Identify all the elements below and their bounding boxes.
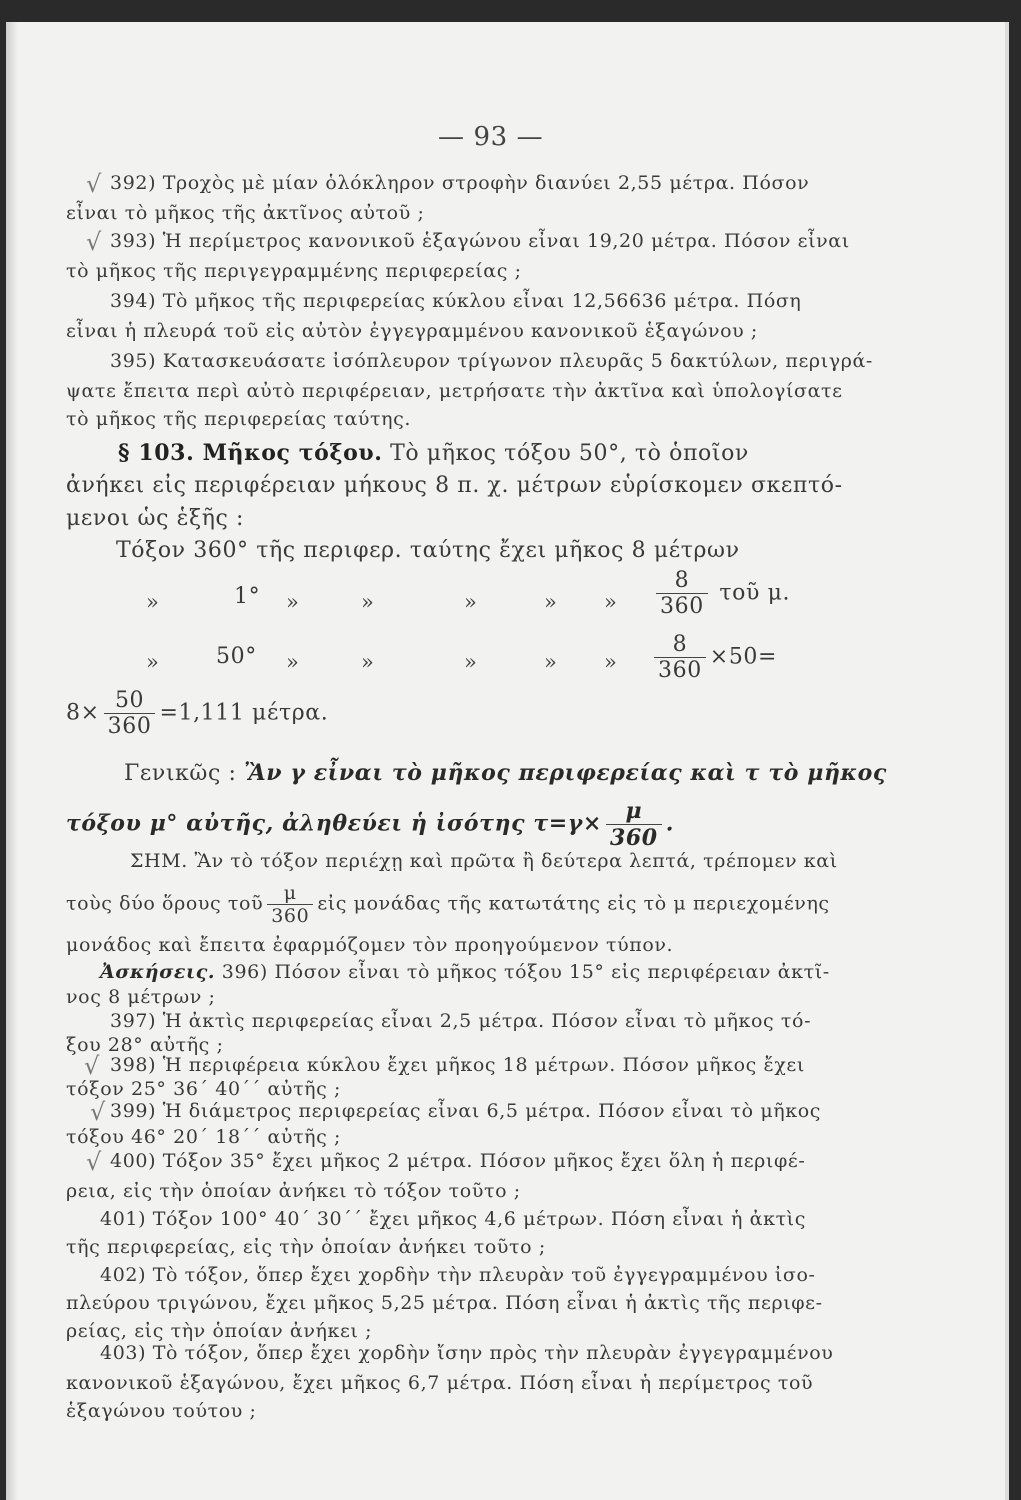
ditto-mark: » <box>464 650 477 674</box>
page-number: — 93 — <box>438 122 544 152</box>
fraction-8-360: $\frac{8}{360}$ τοῦ μ. <box>652 568 790 619</box>
section-title: § 103. Μῆκος τόξου. <box>118 440 383 466</box>
exercise-397-line2: ξου 28° αὐτῆς ; <box>66 1034 224 1056</box>
section-text: Τὸ μῆκος τόξου 50°, τὸ ὁποῖον <box>390 441 749 466</box>
exercise-400-line2: ρεια, εἰς τὴν ὁποίαν ἀνήκει τὸ τόξον τοῦτο ; <box>66 1180 521 1202</box>
exercise-395-line2: ψατε ἔπειτα περὶ αὐτὸ περιφέρειαν, μετρήσατε τὴν ἀκτῖνα καὶ ὑπολογίσατε <box>66 380 843 402</box>
checkmark-icon: √ <box>86 228 102 256</box>
general-rule-line2: τόξου μ° αὐτῆς, ἀληθεύει ἡ ἰσότης τ=γ× $\frac{\mu}{360}$ . <box>66 798 674 851</box>
exercise-401-line2: τῆς περιφερείας, εἰς τὴν ὁποίαν ἀνήκει τοῦτο ; <box>66 1236 546 1258</box>
exercise-393-line2: τὸ μῆκος τῆς περιγεγραμμένης περιφερείας ; <box>66 260 522 282</box>
exercise-403-line1: 403) Τὸ τόξον, ὅπερ ἔχει χορδὴν ἴσην πρὸς τὴν πλευρὰν ἐγγεγραμμένου <box>100 1342 834 1364</box>
exercise-398-line1: 398) Ἡ περιφέρεια κύκλου ἔχει μῆκος 18 μέτρων. Πόσον μῆκος ἔχει <box>110 1054 805 1076</box>
exercise-393-line1: 393) Ἡ περίμετρος κανονικοῦ ἑξαγώνου εἶναι 19,20 μέτρα. Πόσον εἶναι <box>110 230 850 252</box>
exercise-399-line1: 399) Ἡ διάμετρος περιφερείας εἶναι 6,5 μέτρα. Πόσον εἶναι τὸ μῆκος <box>110 1100 822 1122</box>
note-line1: ΣΗΜ. Ἂν τὸ τόξον περιέχῃ καὶ πρῶτα ἢ δεύτερα λεπτά, τρέπομεν καὶ <box>130 850 838 872</box>
exercise-403-line2: κανονικοῦ ἑξαγώνου, ἔχει μῆκος 6,7 μέτρα. Πόση εἶναι ἡ περίμετρος τοῦ <box>66 1372 814 1394</box>
section-heading-line2: ἀνήκει εἰς περιφέρειαν μήκους 8 π. χ. μέτρων εὑρίσκομεν σκεπτό- <box>66 473 843 498</box>
general-rule-line1: Γενικῶς : Ἂν γ εἶναι τὸ μῆκος περιφερείας καὶ τ τὸ μῆκος <box>124 760 887 786</box>
note-line3: μονάδος καὶ ἔπειτα ἐφαρμόζομεν τὸν προηγούμενον τύπον. <box>66 934 674 956</box>
exercise-392-line1: 392) Τροχὸς μὲ μίαν ὁλόκληρον στροφὴν διανύει 2,55 μέτρα. Πόσον <box>110 172 810 194</box>
checkmark-icon: √ <box>86 1148 102 1176</box>
exercise-392-line2: εἶναι τὸ μῆκος τῆς ἀκτῖνος αὐτοῦ ; <box>66 202 425 224</box>
checkmark-icon: √ <box>86 170 102 198</box>
ditto-mark: » <box>361 590 374 614</box>
calc-1-degree: 1° <box>234 584 261 609</box>
exercises-396-line1: Ἀσκήσεις. 396) Πόσον εἶναι τὸ μῆκος τόξου 15° εἰς περιφέρειαν ἀκτῖ- <box>100 961 830 983</box>
ditto-mark: » <box>146 590 159 614</box>
exercise-402-line3: ρείας, εἰς τὴν ὁποίαν ἀνήκει ; <box>66 1320 373 1342</box>
exercise-402-line1: 402) Τὸ τόξον, ὅπερ ἔχει χορδὴν τὴν πλευρὰν τοῦ ἐγγεγραμμένου ἰσο- <box>100 1264 816 1286</box>
exercise-402-line2: πλεύρου τριγώνου, ἔχει μῆκος 5,25 μέτρα. Πόση εἶναι ἡ ἀκτὶς τῆς περιφε- <box>66 1292 823 1314</box>
exercise-394-line2: εἶναι ἡ πλευρά τοῦ εἰς αὐτὸν ἐγγεγραμμένου κανονικοῦ ἑξαγώνου ; <box>66 320 758 342</box>
calc-result: 8× $\frac{50}{360}$ =1,111 μέτρα. <box>66 688 329 739</box>
ditto-mark: » <box>286 650 299 674</box>
section-heading-line1 <box>118 440 749 466</box>
book-page <box>6 22 1009 1500</box>
ditto-mark: » <box>544 590 557 614</box>
exercise-403-line3: ἑξαγώνου τούτου ; <box>66 1400 257 1422</box>
exercise-400-line1: 400) Τόξον 35° ἔχει μῆκος 2 μέτρα. Πόσον μῆκος ἔχει ὅλη ἡ περιφέ- <box>110 1150 806 1172</box>
page-gutter <box>6 22 18 1500</box>
exercise-395-line3: τὸ μῆκος τῆς περιφερείας ταύτης. <box>66 408 412 430</box>
calc-line-360: Τόξον 360° τῆς περιφερ. ταύτης ἔχει μῆκος 8 μέτρων <box>116 538 740 563</box>
calc-50-degree: 50° <box>216 644 257 669</box>
ditto-mark: » <box>544 650 557 674</box>
ditto-mark: » <box>146 650 159 674</box>
ditto-mark: » <box>604 590 617 614</box>
checkmark-icon: √ <box>90 1098 106 1126</box>
ditto-mark: » <box>361 650 374 674</box>
exercise-396-line2: νος 8 μέτρων ; <box>66 986 216 1008</box>
ditto-mark: » <box>604 650 617 674</box>
checkmark-icon: √ <box>84 1052 100 1080</box>
section-heading-line3: μενοι ὡς ἑξῆς : <box>66 506 245 531</box>
ditto-mark: » <box>464 590 477 614</box>
exercise-394-line1: 394) Τὸ μῆκος τῆς περιφερείας κύκλου εἶναι 12,56636 μέτρα. Πόση <box>110 290 802 312</box>
exercise-397-line1: 397) Ἡ ἀκτὶς περιφερείας εἶναι 2,5 μέτρα. Πόσον εἶναι τὸ μῆκος τό- <box>110 1010 812 1032</box>
exercise-399-line2: τόξου 46° 20΄ 18΄΄ αὐτῆς ; <box>66 1126 342 1148</box>
exercise-395-line1: 395) Κατασκευάσατε ἰσόπλευρον τρίγωνον πλευρᾶς 5 δακτύλων, περιγρά- <box>110 350 873 372</box>
exercise-398-line2: τόξον 25° 36΄ 40΄΄ αὐτῆς ; <box>66 1078 342 1100</box>
exercise-401-line1: 401) Τόξον 100° 40΄ 30΄΄ ἔχει μῆκος 4,6 μέτρων. Πόση εἶναι ἡ ἀκτὶς <box>100 1208 806 1230</box>
note-line2: τοὺς δύο ὅρους τοῦ $\frac{\mu}{360}$ εἰς μονάδας τῆς κατωτάτης εἰς τὸ μ περιεχομένης <box>66 882 830 927</box>
ditto-mark: » <box>286 590 299 614</box>
fraction-8-360-times-50: $\frac{8}{360}$ ×50= <box>650 632 777 683</box>
